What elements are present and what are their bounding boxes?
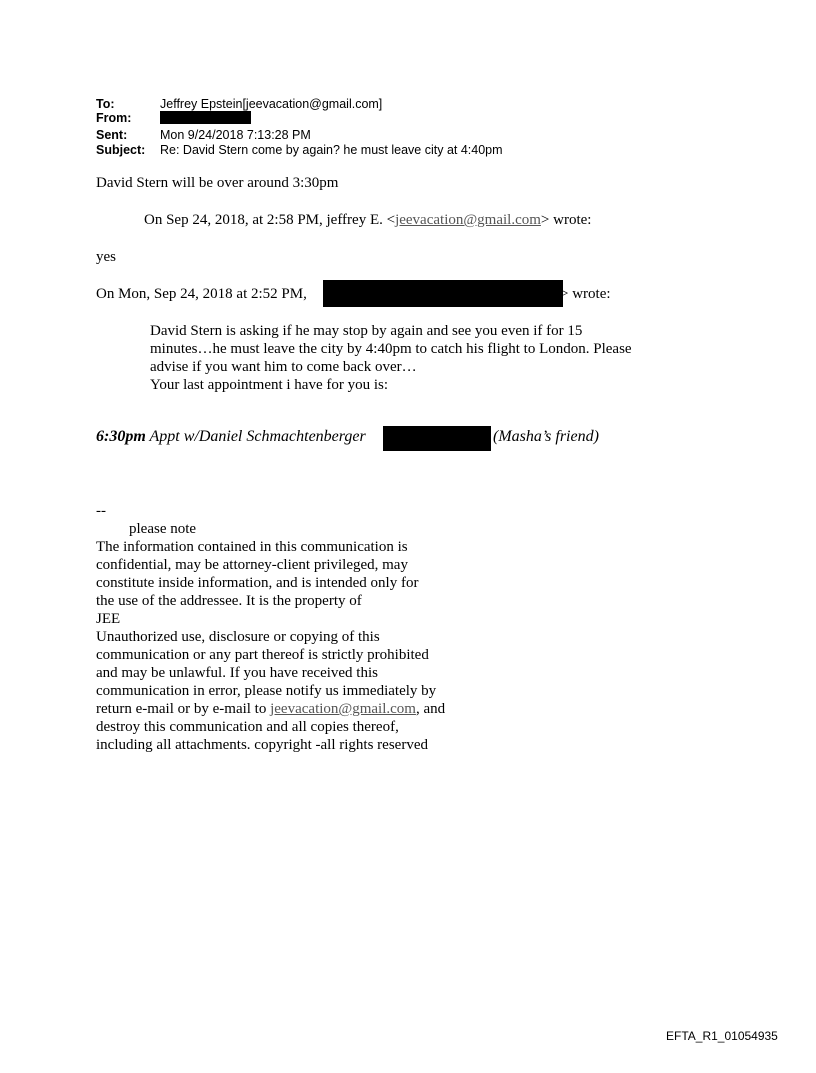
sent-value: Mon 9/24/2018 7:13:28 PM xyxy=(160,128,311,142)
disclaimer-line: JEE xyxy=(96,611,121,627)
appointment-line xyxy=(96,428,366,446)
disclaimer-line: constitute inside information, and is intended only for xyxy=(96,575,419,591)
yes-line: yes xyxy=(96,249,116,265)
reply-line: David Stern will be over around 3:30pm xyxy=(96,175,339,191)
disclaimer-email-suffix: , and xyxy=(415,701,446,717)
signature-dashes: -- xyxy=(96,503,106,519)
disclaimer-line: the use of the addressee. It is the property of xyxy=(96,593,362,609)
disclaimer-line: confidential, may be attorney-client privileged, may xyxy=(96,557,408,573)
from-label: From: xyxy=(96,111,132,125)
appointment-suffix: (Masha’s friend) xyxy=(493,428,599,445)
sent-label: Sent: xyxy=(96,128,128,142)
disclaimer-line: communication in error, please notify us immediately by xyxy=(96,683,437,699)
disclaimer-email-prefix: return e-mail or by e-mail to xyxy=(96,701,271,717)
disclaimer-line: including all attachments. copyright -all rights reserved xyxy=(96,737,428,753)
disclaimer-email-link[interactable]: jeevacation@gmail.com xyxy=(270,701,416,717)
message-line-2: minutes…he must leave the city by 4:40pm to catch his flight to London. Please xyxy=(150,341,632,357)
appointment-redaction xyxy=(383,426,491,451)
quote1-prefix: On Sep 24, 2018, at 2:58 PM, jeffrey E. < xyxy=(144,212,396,228)
disclaimer-line-email xyxy=(96,700,445,718)
document-id: EFTA_R1_01054935 xyxy=(666,1029,778,1043)
disclaimer-line: Unauthorized use, disclosure or copying of this xyxy=(96,629,380,645)
to-value: Jeffrey Epstein[jeevacation@gmail.com] xyxy=(160,97,383,111)
appointment-text: Appt w/Daniel Schmachtenberger xyxy=(145,428,366,445)
message-line-1: David Stern is asking if he may stop by again and see you even if for 15 xyxy=(150,323,583,339)
quote1-email-link[interactable]: jeevacation@gmail.com xyxy=(395,212,541,228)
quote1-header xyxy=(144,211,591,229)
to-label: To: xyxy=(96,97,115,111)
appointment-time: 6:30pm xyxy=(96,428,146,445)
subject-value: Re: David Stern come by again? he must leave city at 4:40pm xyxy=(160,143,503,157)
subject-label: Subject: xyxy=(96,143,146,157)
disclaimer-line: communication or any part thereof is strictly prohibited xyxy=(96,647,429,663)
disclaimer-line: and may be unlawful. If you have received this xyxy=(96,665,378,681)
quote1-suffix: > wrote: xyxy=(540,212,592,228)
sender-redaction xyxy=(323,280,563,307)
disclaimer-line: The information contained in this communication is xyxy=(96,539,408,555)
disclaimer-line: destroy this communication and all copies thereof, xyxy=(96,719,399,735)
message-line-4: Your last appointment i have for you is: xyxy=(150,377,389,393)
from-redaction xyxy=(160,111,251,124)
message-line-3: advise if you want him to come back over… xyxy=(150,359,417,375)
quote2-prefix: On Mon, Sep 24, 2018 at 2:52 PM, xyxy=(96,286,307,302)
please-note: please note xyxy=(129,521,197,537)
quote2-suffix: > wrote: xyxy=(560,286,611,302)
